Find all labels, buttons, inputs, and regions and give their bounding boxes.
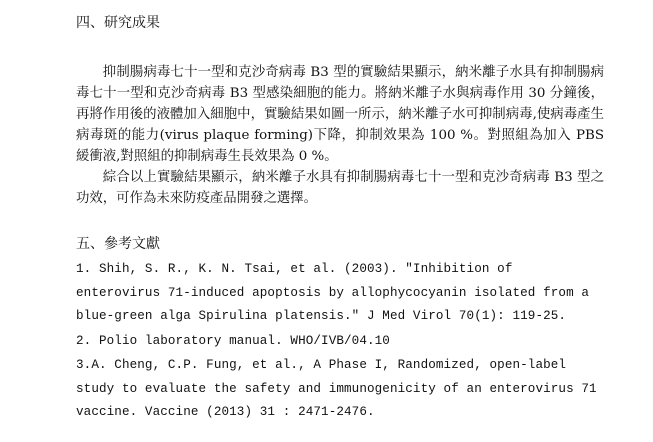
section-heading-results: 四、研究成果 bbox=[76, 15, 160, 31]
reference-item-1: 1. Shih, S. R., K. N. Tsai, et al. (2003). "Inhibition of enterovirus 71-induced apoptosis by allophycocyanin isolated from a blue-green alga Spirulina platensis." J Med Virol 70(1): 119-25. bbox=[76, 262, 590, 323]
results-paragraph-1: 抑制腸病毒七十一型和克沙奇病毒 B3 型的實驗結果顯示，納米離子水具有抑制腸病毒七十一型和克沙奇病毒 B3 型感染細胞的能力。將納米離子水與病毒作用 30 分鐘後，再將作用後的液體加入細胞中，實驗結果如圖一所示，納米離子水可抑制病毒,使病毒產生病毒斑的能力(virus plaque forming)下降，抑制效果為 100 %。對照組為加入 PBS 緩衝液,對照組的抑制病毒生長效果為 0 %。 bbox=[76, 65, 604, 164]
reference-item-2: 2. Polio laboratory manual. WHO/IVB/04.10 bbox=[76, 334, 390, 348]
reference-item-3: 3.A. Cheng, C.P. Fung, et al., A Phase I, Randomized, open-label study to evaluate the safety and immunogenicity of an enterovirus 71 vaccine. Vaccine (2013) 31 : 2471-2476. bbox=[76, 358, 597, 419]
results-paragraph-2: 綜合以上實驗結果顯示，納米離子水具有抑制腸病毒七十一型和克沙奇病毒 B3 型之功效，可作為未來防疫產品開發之選擇。 bbox=[76, 170, 604, 206]
section-heading-references: 五、參考文獻 bbox=[76, 236, 160, 252]
